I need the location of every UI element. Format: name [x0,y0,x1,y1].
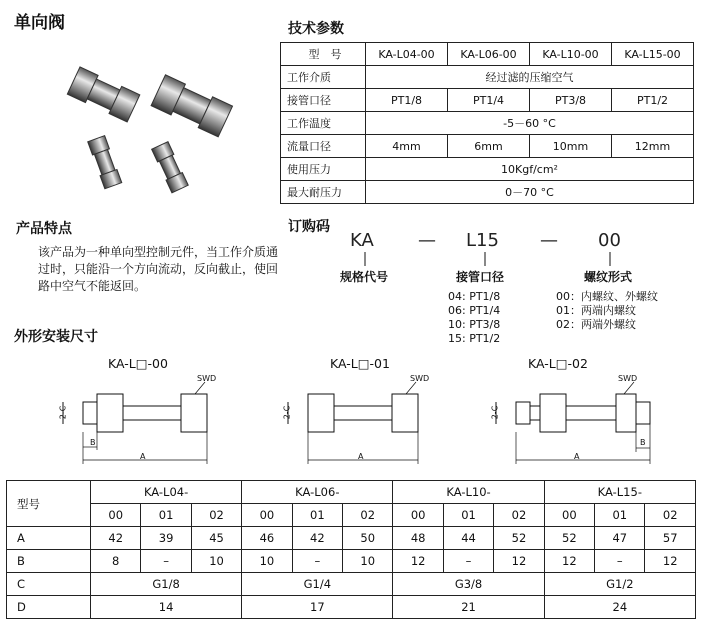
order-code-00: 00 [598,230,621,251]
spec-port-label: 接管口径 [281,89,366,112]
model-01-label: KA-L□-01 [330,356,390,371]
spec-model-l10: KA-L10-00 [530,43,612,66]
spec-pressure-label: 使用压力 [281,158,366,181]
dims-model-label: 型号 [7,481,91,527]
dims-sub: 02 [645,504,696,527]
dims-cell: G1/2 [544,573,695,596]
dims-cell: 39 [141,527,191,550]
list-item: 00：内螺纹、外螺纹 [556,290,658,303]
dims-row-label: A [7,527,91,550]
spec-flow-value: 6mm [448,135,530,158]
spec-flow-value: 12mm [612,135,694,158]
features-heading: 产品特点 [16,221,72,237]
dims-group: KA-L10- [393,481,544,504]
dims-sub: 01 [595,504,645,527]
table-row [7,596,696,619]
swd-label: SWD [197,374,217,383]
dims-cell: 52 [494,527,544,550]
dims-row-label: B [7,550,91,573]
label-2c: 2-C [58,405,68,420]
table-row [281,89,694,112]
dims-row-label: C [7,573,91,596]
label-a: A [140,452,146,461]
dims-cell: 10 [343,550,393,573]
list-item: 04: PT1/8 [448,290,501,303]
table-row [281,66,694,89]
dims-group: KA-L15- [544,481,695,504]
table-row [281,43,694,66]
dims-cell: G1/4 [242,573,393,596]
order-code-ka: KA [350,230,374,251]
drawing-model-01 [280,372,460,472]
spec-maxpressure-label: 最大耐压力 [281,181,366,204]
spec-port-value: PT3/8 [530,89,612,112]
dims-group: KA-L04- [91,481,242,504]
dims-cell: 52 [544,527,594,550]
order-thread-label: 螺纹形式 [584,270,633,284]
dims-cell: 10 [242,550,292,573]
spec-flow-label: 流量口径 [281,135,366,158]
dims-cell: G1/8 [91,573,242,596]
spec-model-l06: KA-L06-00 [448,43,530,66]
dims-cell: 14 [91,596,242,619]
install-heading: 外形安装尺寸 [14,329,98,345]
list-item: 10: PT3/8 [448,318,501,331]
dims-cell: G3/8 [393,573,544,596]
dims-sub: 00 [544,504,594,527]
dims-cell: 8 [91,550,141,573]
spec-flow-value: 10mm [530,135,612,158]
order-code-l15: L15 [466,230,499,251]
dims-sub: 00 [242,504,292,527]
dims-cell: 21 [393,596,544,619]
tech-heading: 技术参数 [288,21,344,37]
table-row [7,527,696,550]
label-b: B [640,438,646,447]
dims-sub: 02 [191,504,241,527]
dims-cell: 17 [242,596,393,619]
dims-cell: 46 [242,527,292,550]
order-heading: 订购码 [288,219,330,235]
dims-cell: 47 [595,527,645,550]
order-port-label: 接管口径 [456,270,505,284]
swd-label: SWD [410,374,430,383]
dims-sub: 01 [292,504,342,527]
table-row [7,550,696,573]
dims-table [6,480,696,619]
dims-row-label: D [7,596,91,619]
spec-model-label: 型 号 [281,43,366,66]
label-a: A [358,452,364,461]
dims-cell: 57 [645,527,696,550]
dims-sub: 00 [91,504,141,527]
dims-cell: 48 [393,527,443,550]
product-photo [60,60,240,200]
dims-cell: – [141,550,191,573]
spec-port-value: PT1/8 [366,89,448,112]
order-dash: — [540,230,558,251]
dims-cell: 50 [343,527,393,550]
dims-cell: 12 [645,550,696,573]
dims-group: KA-L06- [242,481,393,504]
spec-maxpressure-value: 0－70 °C [366,181,694,204]
spec-model-l15: KA-L15-00 [612,43,694,66]
order-thread-options [556,290,658,332]
table-row [281,112,694,135]
dims-cell: 24 [544,596,695,619]
dims-sub: 02 [494,504,544,527]
table-row [7,573,696,596]
label-b: B [90,438,96,447]
dims-cell: – [595,550,645,573]
spec-table [280,42,694,204]
spec-pressure-value: 10Kgf/cm² [366,158,694,181]
model-02-label: KA-L□-02 [528,356,588,371]
dims-cell: 10 [191,550,241,573]
label-2c: 2-C [490,405,500,420]
dims-sub: 02 [343,504,393,527]
table-row [281,135,694,158]
page-title: 单向阀 [14,13,65,33]
spec-model-l04: KA-L04-00 [366,43,448,66]
list-item: 02：两端外螺纹 [556,318,636,331]
table-row [281,158,694,181]
dims-sub: 01 [141,504,191,527]
spec-medium-value: 经过滤的压缩空气 [366,66,694,89]
table-row [7,481,696,504]
dims-cell: 42 [91,527,141,550]
table-row [281,181,694,204]
dims-sub: 01 [443,504,493,527]
dims-cell: – [292,550,342,573]
list-item: 01：两端内螺纹 [556,304,636,317]
swd-label: SWD [618,374,638,383]
order-spec-label: 规格代号 [340,270,389,284]
spec-port-value: PT1/2 [612,89,694,112]
order-port-options [448,290,500,346]
spec-temp-label: 工作温度 [281,112,366,135]
dims-cell: 12 [494,550,544,573]
label-a: A [574,452,580,461]
list-item: 06: PT1/4 [448,304,501,317]
dims-cell: 12 [544,550,594,573]
spec-medium-label: 工作介质 [281,66,366,89]
spec-flow-value: 4mm [366,135,448,158]
order-dash: — [418,230,436,251]
dims-cell: 42 [292,527,342,550]
spec-temp-value: -5－60 °C [366,112,694,135]
list-item: 15: PT1/2 [448,332,501,345]
dims-cell: – [443,550,493,573]
dims-cell: 12 [393,550,443,573]
features-text: 该产品为一种单向型控制元件，当工作介质通过时，只能沿一个方向流动，反向截止，使回路中空气不能返回。 [38,245,279,293]
table-row [7,504,696,527]
label-2c: 2-C [282,405,292,420]
dims-cell: 45 [191,527,241,550]
spec-port-value: PT1/4 [448,89,530,112]
dims-sub: 00 [393,504,443,527]
model-00-label: KA-L□-00 [108,356,168,371]
dims-cell: 44 [443,527,493,550]
